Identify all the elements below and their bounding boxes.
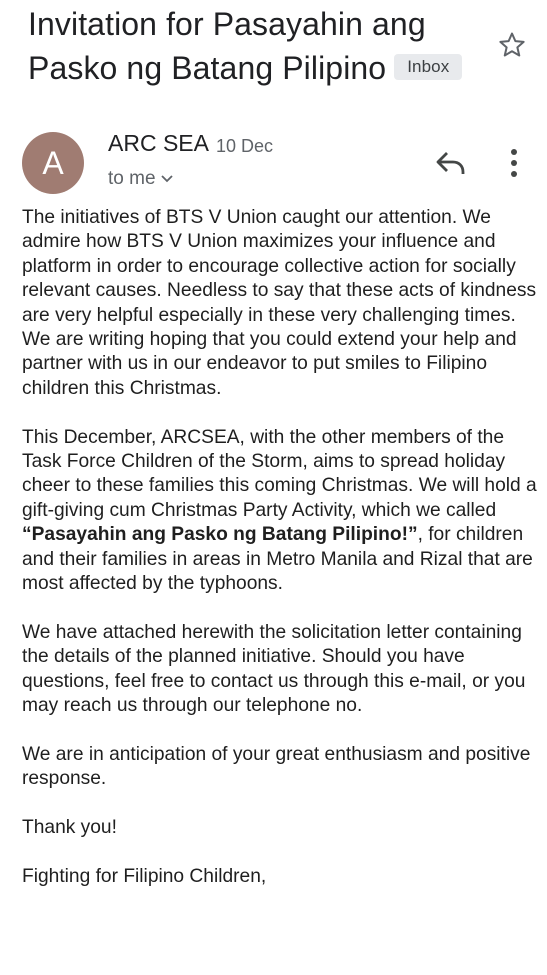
body-paragraph: The initiatives of BTS V Union caught our attention. We admire how BTS V Union maximizes your influence and platform in order to encourage collective action for socially relevant causes. Needless to say that these acts of kindness are very helpful especially in these very challenging times. We are writing hoping that you could extend your help and partner with us in our endeavor to put smiles to Filipino children this Christmas. (22, 207, 537, 399)
body-paragraph: We are in anticipation of your great enthusiasm and positive response. (22, 743, 531, 790)
body-paragraph: We have attached herewith the solicitation letter containing the details of the planned initiative. Should you have questions, feel free to contact us through this e-mail, or you may reach us through our telephone no. (22, 621, 526, 717)
sender-name: ARC SEA (108, 130, 209, 156)
event-name: “Pasayahin ang Pasko ng Batang Pilipino!” (22, 524, 418, 546)
body-paragraph: This December, ARCSEA, with the other members of the Task Force Children of the Storm, aims to spread holiday cheer to these families this coming Christmas. We will hold a gift-giving cum Christmas Party Activity, which we called “Pasayahin ang Pasko ng Batang Pilipino!”, for children and their families in areas in Metro Manila and Rizal that are most affected by the typhoons. (22, 426, 537, 595)
email-date: 10 Dec (216, 136, 274, 156)
chevron-down-icon (160, 174, 174, 184)
inbox-label-badge[interactable]: Inbox (394, 54, 462, 80)
body-paragraph: Thank you! (22, 817, 117, 839)
star-icon[interactable] (497, 30, 527, 60)
subject-text: Invitation for Pasayahin ang Pasko ng Batang Pilipino (28, 6, 426, 86)
reply-icon[interactable] (434, 148, 468, 178)
signoff-line: Fighting for Filipino Children, (22, 865, 267, 887)
recipients-toggle[interactable] (108, 168, 174, 190)
sender-avatar[interactable]: A (22, 132, 84, 194)
email-body (22, 206, 537, 914)
more-options-icon[interactable] (504, 145, 524, 181)
email-subject (28, 2, 498, 90)
recipients-text: to me (108, 168, 156, 189)
